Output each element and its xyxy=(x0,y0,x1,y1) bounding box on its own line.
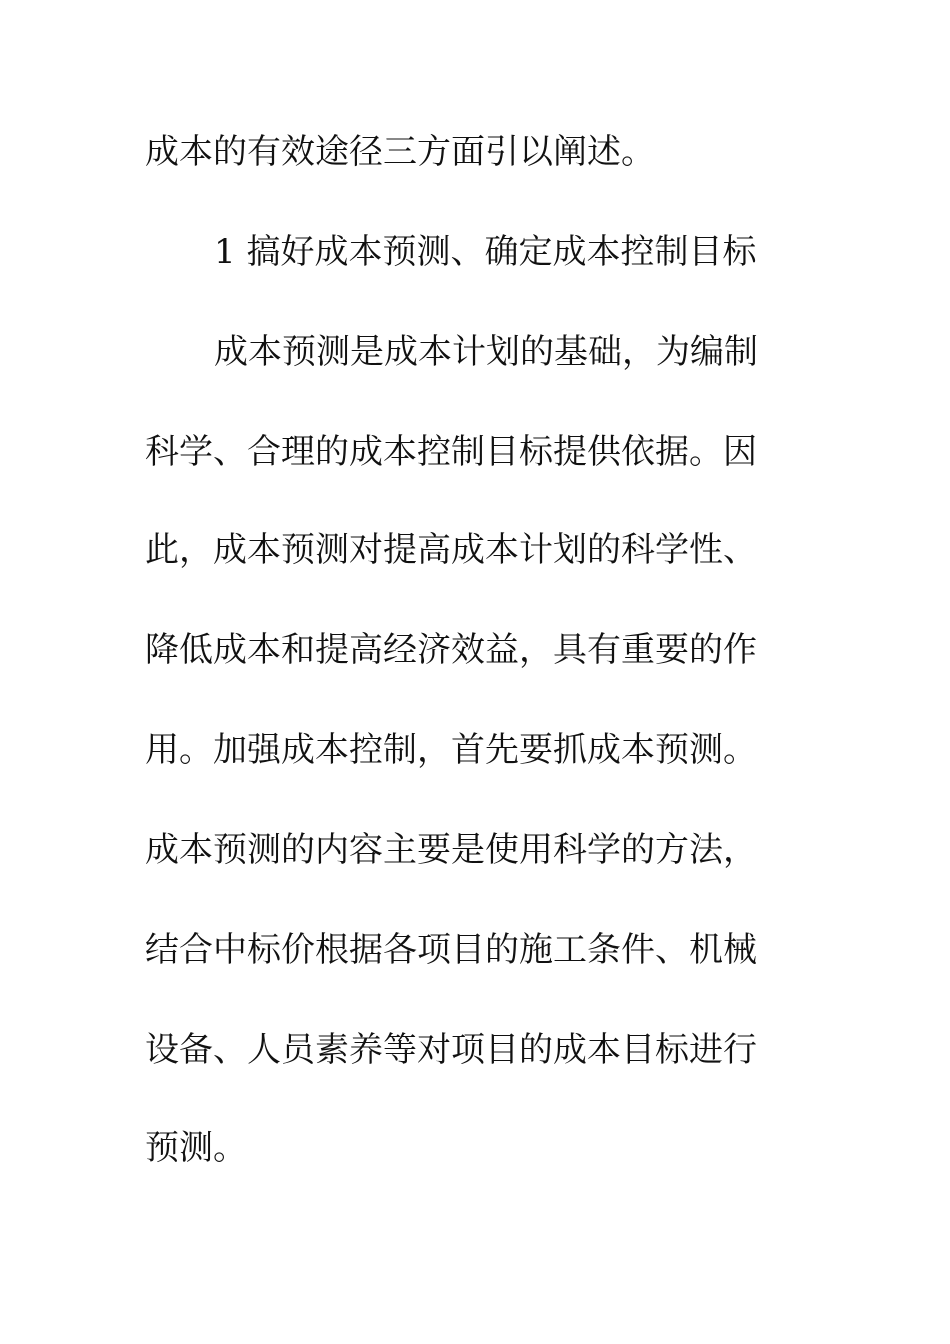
paragraph-line-9: 结合中标价根据各项目的施工条件、机械 xyxy=(145,930,757,970)
paragraph-line-1: 成本的有效途径三方面引以阐述。 xyxy=(145,132,655,172)
section-heading: 1 搞好成本预测、确定成本控制目标 xyxy=(214,232,757,272)
paragraph-line-3: 成本预测是成本计划的基础，为编制 xyxy=(214,332,758,372)
paragraph-line-10: 设备、人员素养等对项目的成本目标进行 xyxy=(145,1030,757,1070)
paragraph-line-8: 成本预测的内容主要是使用科学的方法， xyxy=(145,830,757,870)
paragraph-line-6: 降低成本和提高经济效益，具有重要的作 xyxy=(145,630,757,670)
paragraph-line-11: 预测。 xyxy=(145,1128,247,1168)
paragraph-line-7: 用。加强成本控制，首先要抓成本预测。 xyxy=(145,730,757,770)
paragraph-line-5: 此，成本预测对提高成本计划的科学性、 xyxy=(145,530,757,570)
paragraph-line-4: 科学、合理的成本控制目标提供依据。因 xyxy=(145,432,757,472)
